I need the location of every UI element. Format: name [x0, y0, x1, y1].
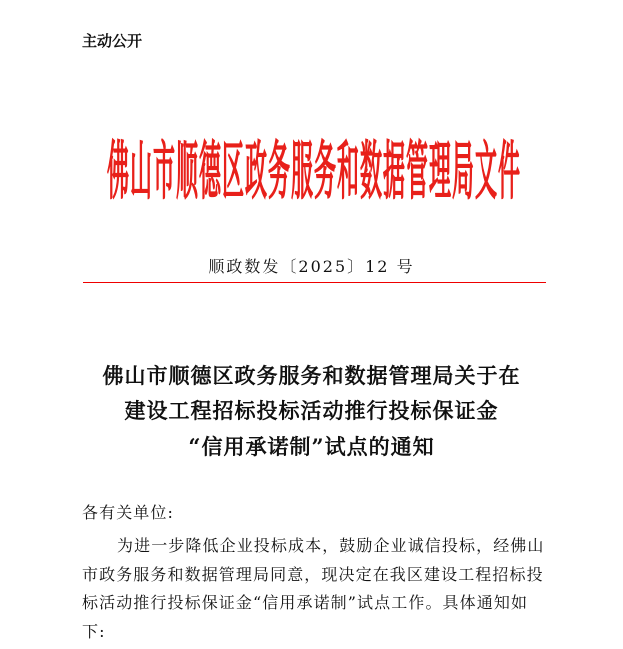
title-line-3: “信用承诺制”试点的通知 — [188, 434, 435, 459]
body-line-3: 标活动推行投标保证金“信用承诺制”试点工作。具体通知如 — [82, 593, 529, 612]
document-number: 顺政数发〔2025〕12 号 — [208, 257, 415, 276]
salutation: 各有关单位: — [82, 503, 174, 522]
body-line-4: 下: — [82, 622, 106, 641]
document-header — [80, 128, 548, 211]
title-line-2: 建设工程招标投标活动推行投标保证金 — [124, 398, 499, 423]
disclosure-label: 主动公开 — [82, 32, 143, 50]
body-line-1: 为进一步降低企业投标成本，鼓励企业诚信投标，经佛山 — [117, 536, 545, 555]
body-line-2: 市政务服务和数据管理局同意，现决定在我区建设工程招标投 — [82, 565, 544, 584]
title-line-1: 佛山市顺德区政务服务和数据管理局关于在 — [102, 363, 521, 388]
red-divider — [83, 282, 546, 283]
header-title: 佛山市顺德区政务服务和数据管理局文件 — [106, 137, 521, 211]
